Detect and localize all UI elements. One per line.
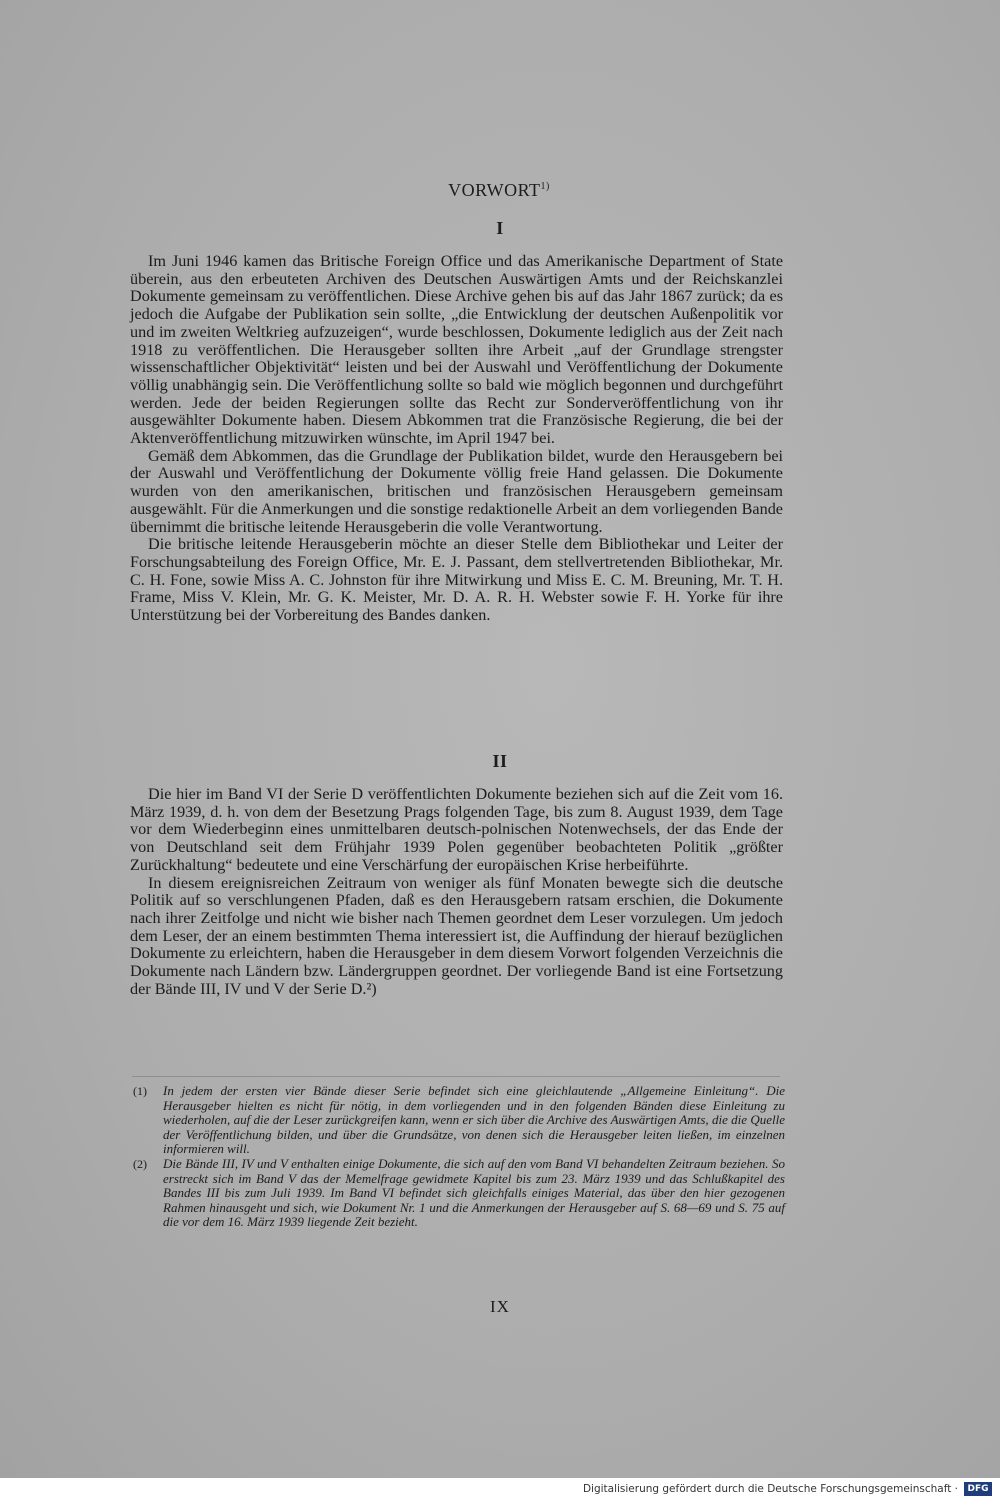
footnote-mark: (1) — [133, 1084, 147, 1098]
paragraph: Gemäß dem Abkommen, das die Grundlage der Publikation bildet, wurde den Herausgebern bei der Auswahl und Veröffentlichung der Dokumente völlig freie Hand gelassen. Die Dokumente wurden von den amerikanischen, britischen und französischen Herausgebern gemeinsam ausgewählt. Für die Anmerkungen und die sonstige redaktionelle Arbeit an dem vorliegenden Bande übernimmt die britische leitende Herausgeberin die volle Verantwortung. — [130, 446, 783, 536]
footnote-divider — [132, 1076, 780, 1077]
paragraph: In diesem ereignisreichen Zeitraum von weniger als fünf Monaten bewegte sich die deutsche Politik auf so verschlungenen Pfaden, daß es den Herausgebern ratsam erschien, die Dokumente nach ihrer Zeitfolge und nicht wie bisher nach Themen geordnet dem Leser vorzulegen. Um jedoch dem Leser, der an einem bestimmten Thema interessiert ist, die Auffindung der hierauf bezüglichen Dokumente zu erleichtern, haben die Herausgeber in dem diesem Vorwort folgenden Verzeichnis die Dokumente nach Ländern bzw. Ländergruppen geordnet. Der vorliegende Band ist eine Fortsetzung der Bände III, IV und V der Serie D.²) — [130, 873, 783, 998]
page-number: IX — [490, 1297, 510, 1316]
title-footnote-mark: 1) — [540, 181, 550, 192]
paragraph: Im Juni 1946 kamen das Britische Foreign Office und das Amerikanische Department of State überein, aus den erbeuteten Archiven des Deutschen Auswärtigen Amts und der Reichskanzlei Dokumente gemeinsam zu veröffentlichen. Diese Archive gehen bis auf das Jahr 1867 zurück; da es jedoch die Aufgabe der Publikation sein sollte, „die Entwicklung der deutschen Außenpolitik vor und im zweiten Weltkrieg aufzuzeigen“, wurde beschlossen, Dokumente lediglich aus der Zeit nach 1918 zu veröffentlichen. Die Herausgeber sollten ihre Arbeit „auf der Grundlage strengster wissenschaftlicher Objektivität“ leisten und bei der Auswahl und Veröffentlichung der Dokumente völlig unabhängig sein. Die Veröffentlichung sollte so bald wie möglich begonnen und durchgeführt werden. Jede der beiden Regierungen sollte das Recht zur Sonderveröffentlichung von ihr ausgewählter Dokumente haben. Diesem Abkommen trat die Französische Regierung, die bei der Aktenveröffentlichung mitzuwirken wünschte, im April 1947 bei. — [130, 252, 783, 448]
footnote — [133, 1157, 785, 1230]
page-title: VORWORT$^{1)}$ — [448, 180, 550, 200]
digitization-credit-bar — [0, 1478, 1000, 1502]
section-2-body — [130, 786, 783, 998]
section-1-body — [130, 253, 783, 625]
section-heading-2: II — [492, 751, 508, 771]
footnotes — [133, 1084, 785, 1230]
credit-text: Digitalisierung gefördert durch die Deutsche Forschungsgemeinschaft · — [582, 1483, 958, 1495]
paragraph: Die britische leitende Herausgeberin möchte an dieser Stelle dem Bibliothekar und Leiter der Forschungsabteilung des Foreign Office, Mr. E. J. Passant, dem stellvertretenden Bibliothekar, Mr. C. H. Fone, sowie Miss A. C. Johnston für ihre Mitwirkung und Miss E. C. M. Breuning, Mr. T. H. Frame, Miss V. Klein, Mr. G. K. Meister, Mr. D. A. R. H. Webster sowie F. H. Yorke für ihre Unterstützung bei der Vorbereitung des Bandes danken. — [130, 535, 783, 625]
paragraph: Die hier im Band VI der Serie D veröffentlichten Dokumente beziehen sich auf die Zeit vom 16. März 1939, d. h. von dem der Besetzung Prags folgenden Tage, bis zum 8. August 1939, dem Tage vor dem Wiederbeginn eines unmittelbaren deutsch-polnischen Notenwechsels, der das Ende der von Deutschland seit dem Frühjahr 1939 Polen gegenüber beobachteten Politik „größter Zurückhaltung“ bedeutete und eine Verschärfung der europäischen Krise herbeiführte. — [130, 785, 783, 874]
footnote-mark: (2) — [133, 1156, 147, 1171]
footnote — [133, 1084, 785, 1157]
section-heading-1: I — [496, 218, 504, 238]
footnote-text: Die Bände III, IV und V enthalten einige Dokumente, die sich auf den vom Band VI behandelten Zeitraum beziehen. So erstreckt sich im Band V das der Memelfrage gewidmete Kapitel bis zum 23. März 1939 und das Schlußkapitel des Bandes III bis zum Juli 1939. Im Band VI befindet sich gleichfalls einiges Material, das über den hier gezogenen Rahmen hinausgeht und sich, wie Dokument Nr. 1 und die Anmerkungen der Herausgeber auf S. 68—69 und S. 75 auf die vor dem 16. März 1939 liegende Zeit bezieht. — [163, 1155, 785, 1230]
dfg-logo-icon: DFG — [964, 1482, 992, 1496]
footnote-text: In jedem der ersten vier Bände dieser Serie befindet sich eine gleichlautende „Allgemeine Einleitung“. Die Herausgeber hielten es nicht für nötig, in dem vorliegenden und in den folgenden Bänden diese Einleitung zu wiederholen, auf die der Leser zurückgreifen kann, wenn er sich über die Archive des Auswärtigen Amts, die die Quelle der Veröffentlichung bilden, und über die Grundsätze, von denen sich die Herausgeber leiten ließen, im einzelnen informieren will. — [163, 1083, 785, 1157]
